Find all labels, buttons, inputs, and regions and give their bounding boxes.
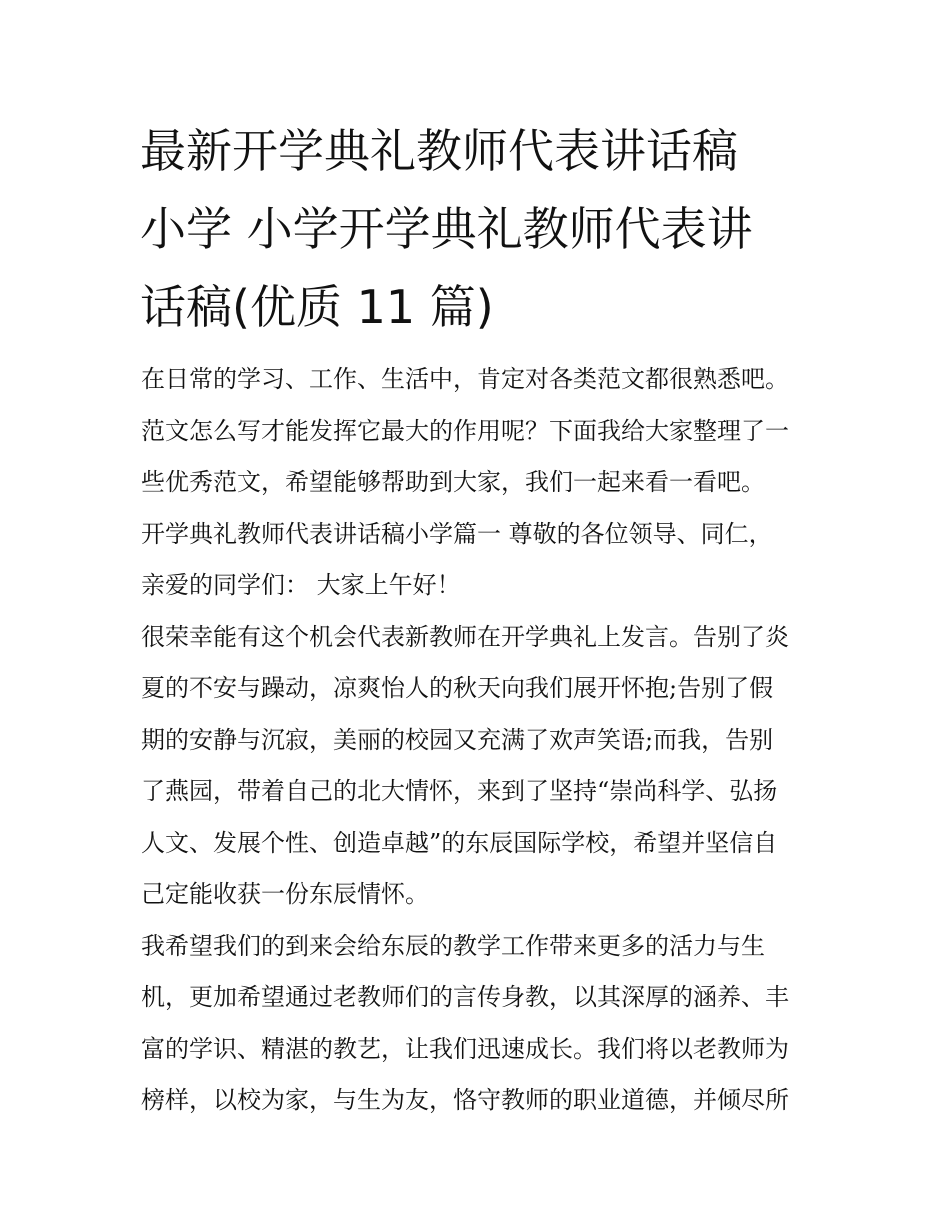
body-line: 我希望我们的到来会给东辰的教学工作带来更多的活力与生: [141, 931, 765, 960]
document-title: [140, 112, 820, 346]
title-line: 最新开学典礼教师代表讲话稿: [140, 124, 738, 178]
body-line: 己定能收获一份东辰情怀。: [141, 880, 429, 908]
title-line: 话稿(优质 11 篇): [140, 280, 494, 334]
body-line: 富的学识、精湛的教艺，让我们迅速成长。我们将以老教师为: [141, 1034, 789, 1063]
body-line: 些优秀范文，希望能够帮助到大家，我们一起来看一看吧。: [141, 468, 765, 496]
body-line: 期的安静与沉寂，美丽的校园又充满了欢声笑语;而我，告别: [141, 725, 774, 754]
body-line: 在日常的学习、工作、生活中，肯定对各类范文都很熟悉吧。: [141, 365, 789, 393]
body-line: 亲爱的同学们： 大家上午好！: [141, 571, 461, 599]
body-line: 人文、发展个性、创造卓越”的东辰国际学校，希望并坚信自: [141, 828, 778, 857]
body-line: 范文怎么写才能发挥它最大的作用呢？下面我给大家整理了一: [141, 416, 789, 445]
body-line: 榜样，以校为家，与生为友，恪守教师的职业道德，并倾尽所: [141, 1086, 789, 1114]
document-body: [141, 354, 821, 1127]
body-line: 机，更加希望通过老教师们的言传身教，以其深厚的涵养、丰: [141, 983, 789, 1011]
title-line: 小学 小学开学典礼教师代表讲: [140, 202, 753, 256]
body-line: 了燕园，带着自己的北大情怀，来到了坚持“崇尚科学、弘扬: [141, 777, 778, 805]
body-line: 开学典礼教师代表讲话稿小学篇一 尊敬的各位领导、同仁，: [141, 519, 773, 548]
body-line: 很荣幸能有这个机会代表新教师在开学典礼上发言。告别了炎: [141, 622, 789, 651]
body-line: 夏的不安与躁动，凉爽怡人的秋天向我们展开怀抱;告别了假: [141, 674, 774, 702]
